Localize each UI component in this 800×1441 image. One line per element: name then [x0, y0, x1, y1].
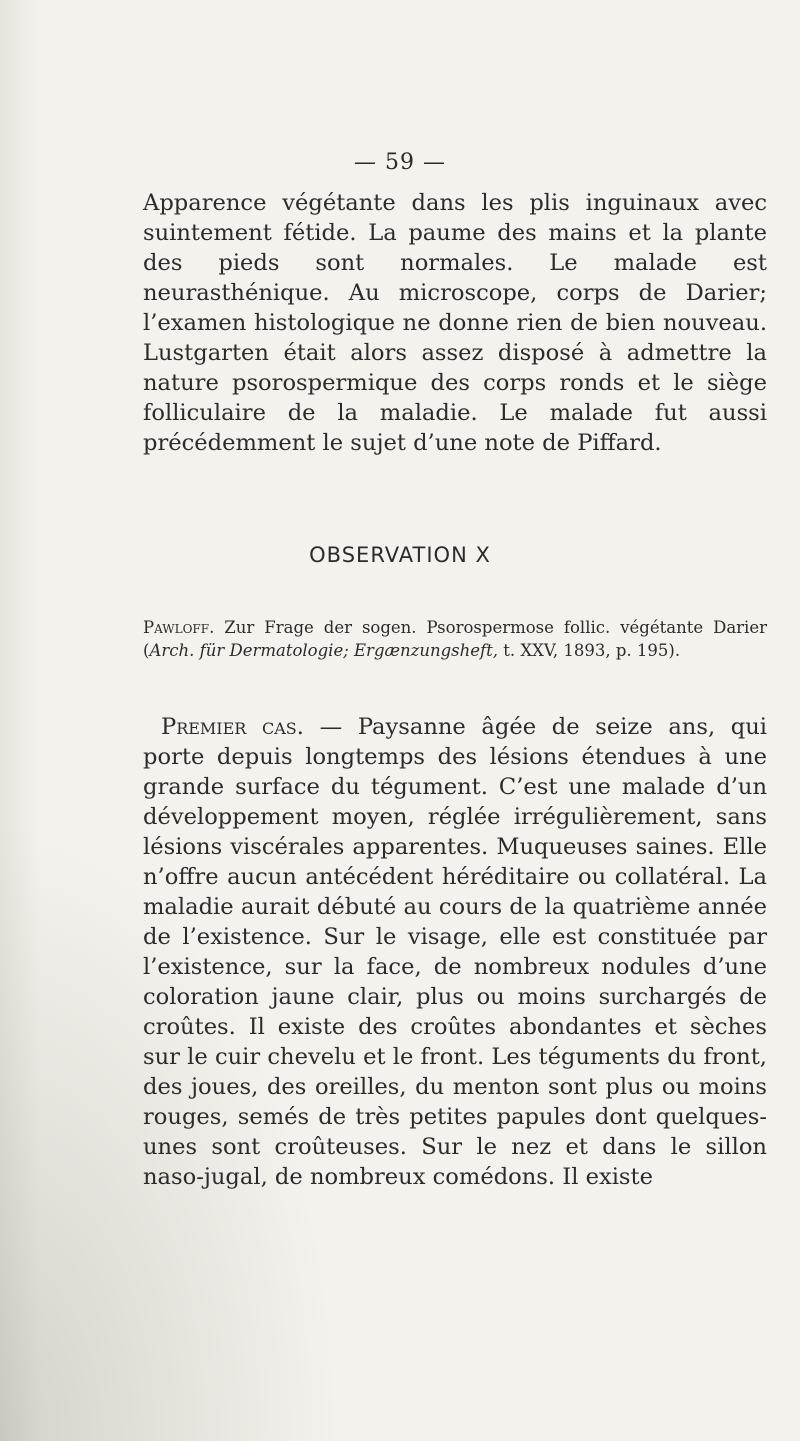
reference-text-1: Zur Frage der sogen. Psorospermose follic. végétante Darier (	[143, 618, 767, 660]
reference-journal: Arch. für Dermatologie; Ergænzungsheft,	[149, 641, 498, 660]
paragraph-case	[143, 712, 767, 1192]
case-text: — Paysanne âgée de seize ans, qui porte depuis longtemps des lésions étendues à une grande surface du tégument. C’est une malade d’un développement moyen, réglée irrégulièrement, sans lésions viscérales apparentes. Muqueuses saines. Elle n’offre aucun antécédent héréditaire ou collatéral. La maladie aurait débuté au cours de la quatrième année de l’existence. Sur le visage, elle est constituée par l’existence, sur la face, de nombreux nodules d’une coloration jaune clair, plus ou moins surchargés de croûtes. Il existe des croûtes abondantes et sèches sur le cuir chevelu et le front. Les téguments du front, des joues, des oreilles, du menton sont plus ou moins rouges, semés de très petites papules dont quelques-unes sont croûteuses. Sur le nez et dans le sillon naso-jugal, de nombreux comédons. Il existe	[143, 714, 768, 1190]
reference-text-2: t. XXV, 1893, p. 195).	[498, 641, 681, 660]
bibliographic-reference	[143, 616, 767, 662]
section-heading: OBSERVATION X	[309, 543, 491, 567]
reference-author: Pawloff.	[143, 618, 215, 637]
page-number: — 59 —	[354, 150, 446, 175]
paragraph-intro: Apparence végétante dans les plis inguinaux avec suintement fétide. La paume des mains et la plante des pieds sont normales. Le malade est neurasthénique. Au microscope, corps de Darier; l’examen histologique ne donne rien de bien nouveau. Lustgarten était alors assez disposé à admettre la nature psorospermique des corps ronds et le siège folliculaire de la maladie. Le malade fut aussi précédemment le sujet d’une note de Piffard.	[143, 190, 767, 456]
case-label: Premier cas.	[161, 714, 304, 740]
